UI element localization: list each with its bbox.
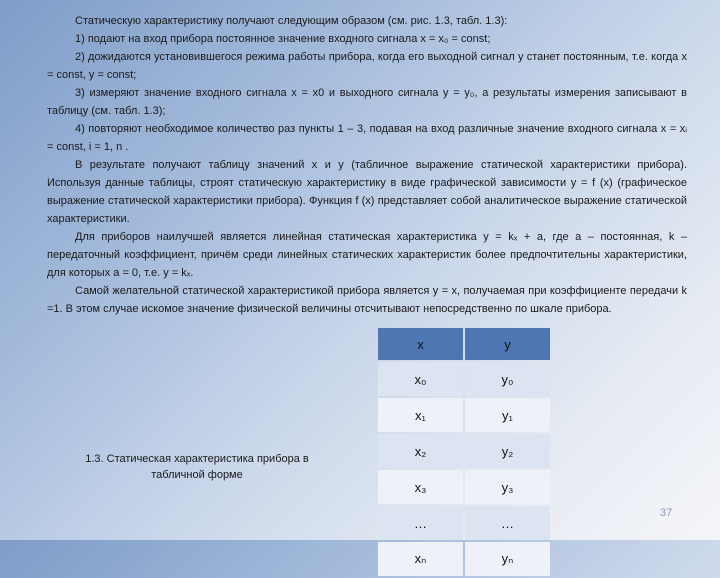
paragraph-ideal: Самой желательной статической характеристикой прибора является y = x, получаемая при коэффициенте передачи k =1. В этом случае искомое значение физической величины отсчитывают непосредственно по шкале прибора. xyxy=(47,285,687,315)
table-cell-y: y₀ xyxy=(465,362,550,396)
page-number: 37 xyxy=(660,507,673,519)
table-cell-x: xₙ xyxy=(378,542,463,576)
paragraph-linear: Для приборов наилучшей является линейная статическая характеристика y = kₓ + a, где a – постоянная, k – передаточный коэффициент, причём среди линейных статических характеристик более предпочтительны характеристики, для которых a = 0, т.е. y = kₓ. xyxy=(47,231,687,279)
table-cell-x: x₃ xyxy=(378,470,463,504)
table-cell-x: x₀ xyxy=(378,362,463,396)
table-cell-y: y₂ xyxy=(465,434,550,468)
body-text xyxy=(47,12,687,318)
table-row xyxy=(378,470,550,504)
table-row xyxy=(378,398,550,432)
table-cell-y: y₁ xyxy=(465,398,550,432)
table-row xyxy=(378,506,550,540)
paragraph-step-4: 4) повторяют необходимое количество раз пункты 1 – 3, подавая на вход различные значение входного сигнала x = xᵢ = const, i = 1, n . xyxy=(47,123,687,153)
paragraph-intro: Статическую характеристику получают следующим образом (см. рис. 1.3, табл. 1.3): xyxy=(75,15,508,27)
table-cell-x: x₂ xyxy=(378,434,463,468)
characteristic-table xyxy=(376,326,552,578)
table-cell-x: … xyxy=(378,506,463,540)
table-cell-y: y₃ xyxy=(465,470,550,504)
table-caption: 1.3. Статическая характеристика прибора в табличной форме xyxy=(85,453,309,481)
paragraph-step-1: 1) подают на вход прибора постоянное значение входного сигнала x = x₀ = const; xyxy=(75,33,491,45)
table-header-row xyxy=(378,328,550,360)
paragraph-step-2: 2) дожидаются установившегося режима работы прибора, когда его выходной сигнал y станет постоянным, т.е. когда x = const, y = const; xyxy=(47,51,687,81)
table-row xyxy=(378,434,550,468)
table-row xyxy=(378,542,550,576)
paragraph-step-3: 3) измеряют значение входного сигнала x = x0 и выходного сигнала y = y₀, а результаты измерения записывают в таблицу (см. табл. 1.3); xyxy=(47,87,687,117)
table-cell-y: … xyxy=(465,506,550,540)
paragraph-result: В результате получают таблицу значений x и y (табличное выражение статической характеристики прибора). Используя данные таблицы, строят статическую характеристику в виде графической зависимости y = f (x) (графическое выражение статической характеристики прибора). Функция f (x) представляет собой аналитическое выражение статической характеристики. xyxy=(47,159,687,225)
table-row xyxy=(378,362,550,396)
table-cell-y: yₙ xyxy=(465,542,550,576)
table-cell-x: x₁ xyxy=(378,398,463,432)
table-header-x: x xyxy=(378,328,463,360)
table-header-y: y xyxy=(465,328,550,360)
